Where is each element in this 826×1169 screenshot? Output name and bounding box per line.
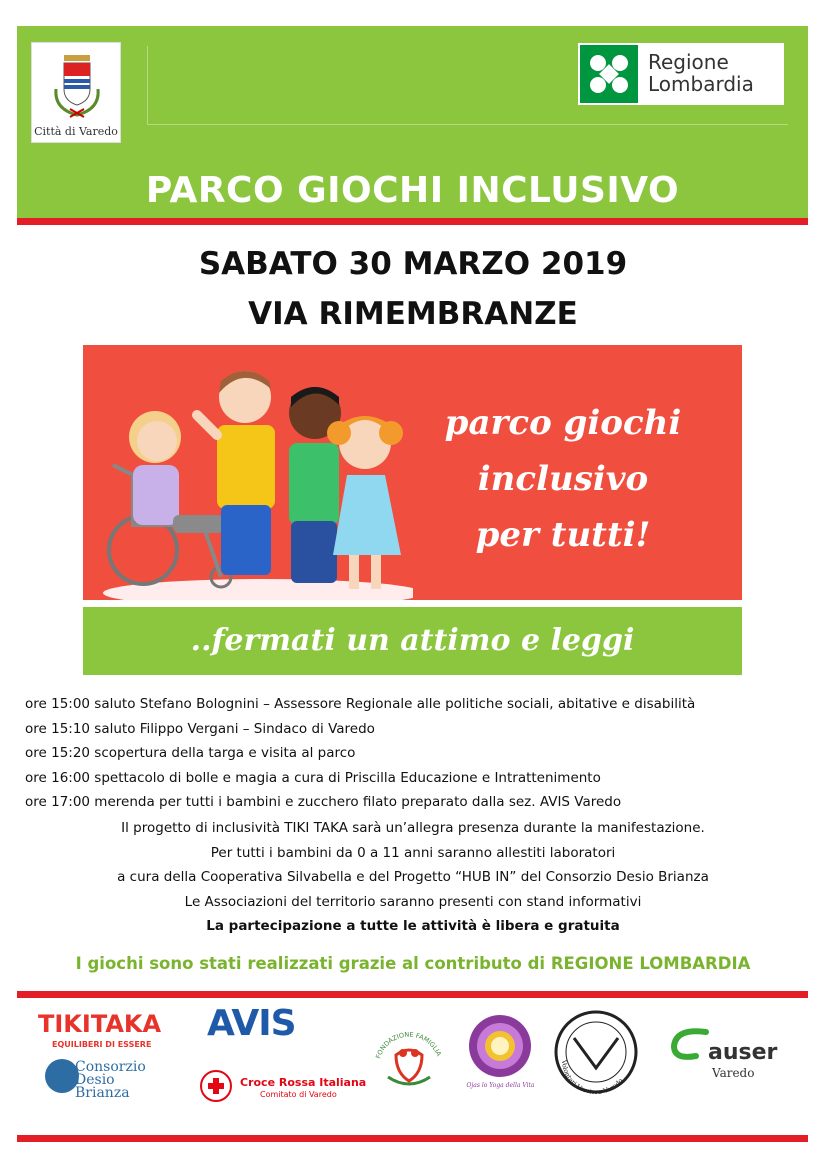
fondazione-name: FONDAZIONE FAMIGLIA xyxy=(374,1030,443,1060)
volontari-versiera-logo xyxy=(546,1008,646,1096)
event-date: SABATO 30 MARZO 2019 xyxy=(198,246,628,282)
comune-logo xyxy=(31,42,121,143)
banner-strip-text: ..fermati un attimo e leggi xyxy=(190,623,635,658)
event-place: VIA RIMEMBRANZE xyxy=(248,296,578,332)
note-line: Il progetto di inclusività TIKI TAKA sarà un’allegra presenza durante la manifestazione. xyxy=(121,820,705,836)
regione-logo xyxy=(578,43,784,105)
program-item: ore 15:20 scopertura della targa e visita al parco xyxy=(25,745,356,761)
mandala-icon xyxy=(463,1012,538,1082)
fondazione-famiglia-umana-logo xyxy=(370,1015,448,1093)
consorzio-line2: Desio xyxy=(75,1072,115,1088)
vvv-seal-icon xyxy=(546,1008,646,1096)
cri-committee: Comitato di Varedo xyxy=(260,1090,337,1099)
tikitaka-logo xyxy=(38,1010,162,1052)
auser-logo xyxy=(666,1020,796,1080)
banner-illustration xyxy=(83,345,742,675)
slogan-line1: parco giochi xyxy=(444,403,682,443)
consorzio-logo xyxy=(45,1057,165,1101)
note-line: a cura della Cooperativa Silvabella e del Progetto “HUB IN” del Consorzio Desio Brianza xyxy=(117,869,709,885)
thanks-line: I giochi sono stati realizzati grazie al contributo di REGIONE LOMBARDIA xyxy=(75,954,751,973)
note-line: Per tutti i bambini da 0 a 11 anni saranno allestiti laboratori xyxy=(210,844,616,861)
consorzio-line3: Brianza xyxy=(75,1085,130,1101)
program-item: ore 16:00 spettacolo di bolle e magia a cura di Priscilla Educazione e Intrattenimento xyxy=(25,769,601,786)
banner-slogan xyxy=(403,395,723,563)
program-item: ore 15:00 saluto Stefano Bolognini – Assessore Regionale alle politiche sociali, abitative e disabilità xyxy=(25,696,696,712)
note-free-entry: La partecipazione a tutte le attività è libera e gratuita xyxy=(206,918,620,934)
note-line: Le Associazioni del territorio saranno presenti con stand informativi xyxy=(184,893,642,910)
vvv-name: Volontari Versiera Varedo xyxy=(559,1059,625,1096)
notes-block xyxy=(0,816,826,939)
fondazione-mark-icon xyxy=(370,1015,448,1093)
program-list xyxy=(25,692,695,815)
auser-sub: Varedo xyxy=(712,1066,755,1080)
auser-name: auser xyxy=(708,1040,778,1065)
crest-icon xyxy=(50,49,104,119)
tikitaka-name: TIKITAKA xyxy=(38,1010,162,1038)
slogan-line3: per tutti! xyxy=(475,515,651,555)
tikitaka-sub: EQUILIBERI DI ESSERE xyxy=(52,1040,152,1049)
consorzio-line1: Consorzio xyxy=(75,1059,146,1075)
regione-line2: Lombardia xyxy=(648,72,754,96)
header-red-rule xyxy=(17,218,808,225)
page-title: PARCO GIOCHI INCLUSIVO xyxy=(145,170,680,211)
comune-label: Città di Varedo xyxy=(34,125,118,138)
program-item: ore 17:00 merenda per tutti i bambini e zucchero filato preparato dalla sez. AVIS Varedo xyxy=(25,794,622,810)
program-item: ore 15:10 saluto Filippo Vergani – Sindaco di Varedo xyxy=(25,720,375,737)
avis-logo xyxy=(207,1005,327,1043)
cri-name: Croce Rossa Italiana xyxy=(240,1076,367,1089)
footer-red-rule xyxy=(17,1135,808,1142)
croce-rossa-logo xyxy=(200,1068,367,1108)
regione-line1: Regione xyxy=(648,50,729,74)
consorzio-mark-icon xyxy=(45,1059,79,1093)
children-illustration xyxy=(93,355,413,605)
logos-top-rule xyxy=(17,991,808,998)
avis-name: AVIS xyxy=(207,1003,296,1044)
header-divider-vertical xyxy=(147,46,148,124)
ojas-logo xyxy=(463,1012,538,1092)
header-divider xyxy=(147,124,788,125)
slogan-line2: inclusivo xyxy=(477,459,649,499)
ojas-caption: Ojas lo Yoga della Vita xyxy=(466,1082,535,1089)
regione-mark-icon xyxy=(580,45,638,103)
